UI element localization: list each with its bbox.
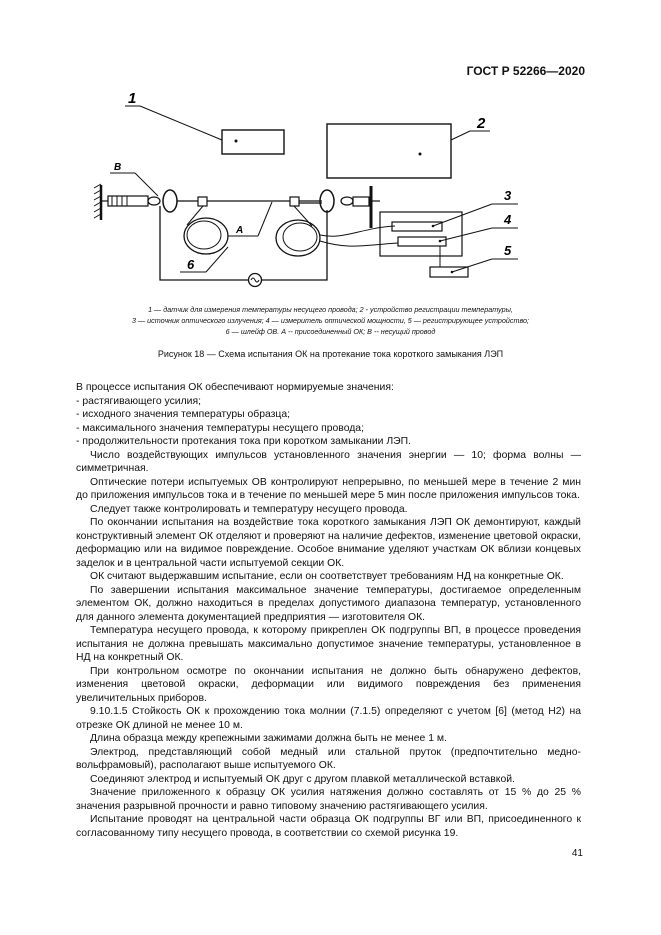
label-3: 3 [504,188,512,203]
paragraph: Значение приложенного к образцу ОК усилия натяжения должно составлять от 15 % до 25 % значения разрывной прочности и равно типовому значению растягивающего усилия. [76,787,581,812]
paragraph: Следует также контролировать и температуру несущего провода. [90,503,408,515]
label-6: 6 [187,257,195,272]
paragraph: Температура несущего провода, к которому прикреплен ОК подгруппы ВП, в процессе проведения испытания не должна превышать максимально допустимое значение температуры, установленное в НД на конкретный ОК. [76,625,581,663]
figure-legend-line-1: 1 — датчик для измерения температуры несущего провода; 2 - устройство регистрации температуры, [148,305,513,314]
figure-caption: Рисунок 18 — Схема испытания ОК на протекание тока короткого замыкания ЛЭП [157,349,504,359]
page-number: 41 [571,848,583,859]
paragraph: По окончании испытания на воздействие тока короткого замыкания ЛЭП ОК демонтируют, каждый конструктивный элемент ОК отделяют и проверяют на наличие дефектов, изменение цветовой окраски, деформацию или на видимое повреждение. Особое внимание уделяют участкам ОК вблизи концевых заделок и в центральной части испытуемой секции ОК. [76,517,581,569]
list-item: - исходного значения температуры образца; [76,409,291,420]
figure-legend-line-2: 3 — источник оптического излучения; 4 — измеритель оптической мощности, 5 — регистрирующее устройство; [131,316,530,325]
label-4: 4 [504,212,512,227]
paragraph: Испытание проводят на центральной части образца ОК подгруппы ВГ или ВП, присоединенного к согласованному типу несущего провода, в соответствии со схемой рисунка 19. [76,814,581,839]
label-B: B [114,162,122,173]
paragraph: Соединяют электрод и испытуемый ОК друг с другом плавкой металлической вставкой. [90,773,515,785]
right-insulator [320,190,334,212]
paragraph: Оптические потери испытуемых ОВ контролируют непрерывно, по меньшей мере в течение 2 мин до приложения импульсов тока и в течение по меньшей мере 5 мин после приложения импульсов тока. [76,476,581,501]
body-text [76,381,581,840]
document-header: ГОСТ Р 52266—2020 [466,64,585,78]
label-A: A [236,225,244,236]
label-2: 2 [477,115,486,132]
box-2-temperature-recorder [327,124,451,178]
paragraph: Число воздействующих импульсов установленного значения энергии — 10; форма волны — симметричная. [76,449,581,474]
equipment-enclosure [380,212,462,256]
current-circuit [160,206,249,280]
figure-legend-line-3: 6 — шлейф ОВ. А -- присоединенный ОК; В -- несущий провод [225,327,436,336]
test-circuit-diagram [88,82,588,308]
paragraph: Длина образца между крепежными зажимами должна быть не менее 1 м. [90,733,447,744]
label-1: 1 [128,90,137,107]
list-item: - максимального значения температуры несущего провода; [76,422,364,434]
label-5: 5 [504,243,512,258]
paragraph: Электрод, представляющий собой медный или стальной пруток (предпочтительно медно-вольфрамовый), располагают выше испытуемого ОК. [76,746,581,771]
left-insulator [163,190,177,212]
list-item: - растягивающего усилия; [76,395,201,407]
box-3-light-source [392,222,442,231]
paragraph: ОК считают выдержавшим испытание, если он соответствует требованиям НД на конкретные ОК. [90,571,564,582]
box-4-power-meter [398,237,446,246]
paragraph: В процессе испытания ОК обеспечивают нормируемые значения: [76,382,394,393]
box-1-temperature-sensor [222,130,284,154]
paragraph: По завершении испытания максимальное значение температуры, достигаемое определенным элементом ОК, должно находиться в пределах допустимого диапазона температур, установленного для данного элемента документацией предприятия — изготовителя ОК. [76,584,581,623]
list-item: - продолжительности протекания тока при коротком замыкании ЛЭП. [76,436,411,447]
paragraph: 9.10.1.5 Стойкость ОК к прохождению тока молнии (7.1.5) определяют с учетом [6] (метод Н2) на отрезке ОК длиной не менее 10 м. [76,706,581,731]
paragraph: При контрольном осмотре по окончании испытания не должно быть обнаружено дефектов, изменения цветовой окраски, деформации или видимого повреждения без применения увеличительных приборов. [76,665,581,704]
